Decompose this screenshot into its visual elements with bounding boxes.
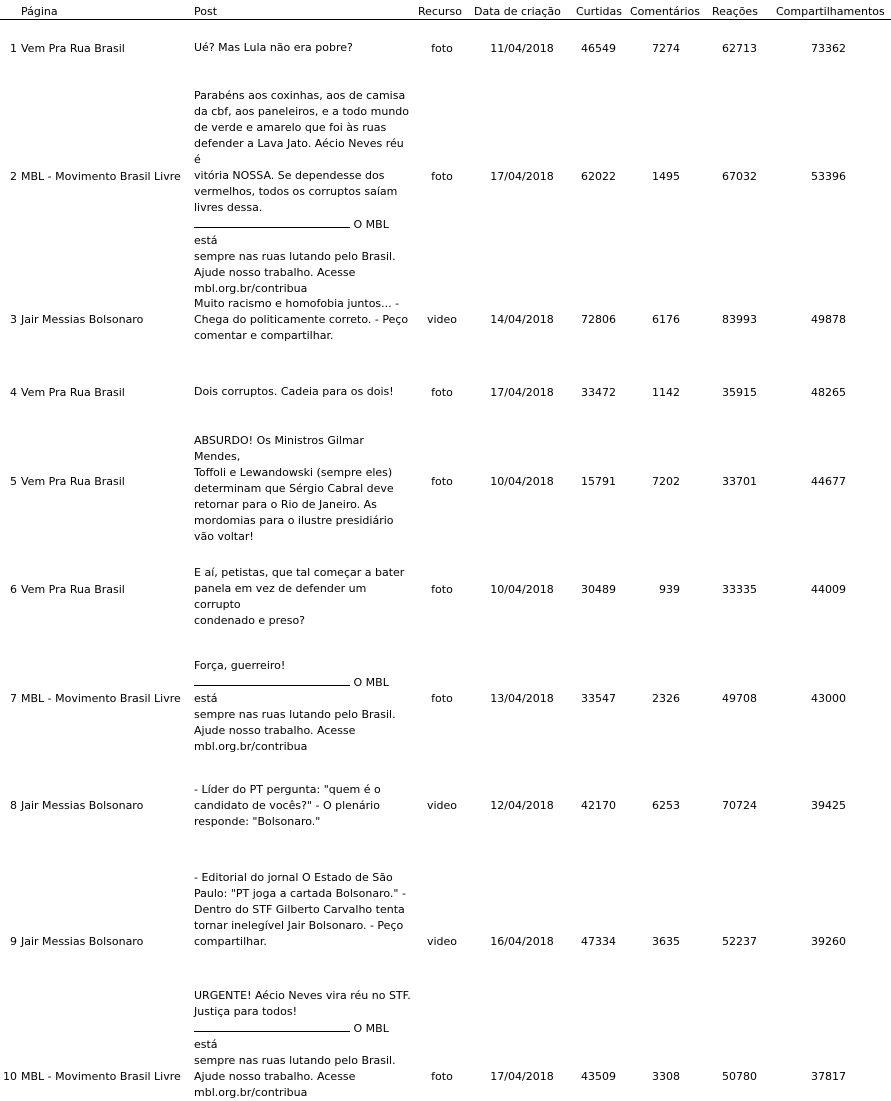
reactions-cell: 49708: [722, 692, 757, 705]
post-line-text: condenado e preso?: [194, 614, 306, 627]
row-index: 4: [10, 386, 17, 399]
date-cell: 17/04/2018: [490, 1070, 554, 1083]
row-index: 6: [10, 583, 17, 596]
resource-cell: foto: [431, 692, 453, 705]
likes-cell: 33547: [581, 692, 616, 705]
separator-underline: [194, 216, 350, 228]
page-name-cell: Jair Messias Bolsonaro: [21, 313, 144, 326]
post-line: [194, 465, 412, 481]
row-index: 3: [10, 313, 17, 326]
post-line-text: vitória NOSSA. Se dependesse dos: [194, 169, 385, 182]
post-line-text: Força, guerreiro!: [194, 659, 286, 672]
header-data: Data de criação: [474, 5, 561, 18]
post-line: [194, 296, 412, 312]
post-text-cell: [194, 296, 412, 344]
post-line: [194, 433, 412, 465]
post-line-text: mbl.org.br/contribua: [194, 1086, 308, 1099]
page-name-cell: Vem Pra Rua Brasil: [21, 583, 125, 596]
post-line: [194, 497, 412, 513]
post-line: [194, 88, 412, 104]
header-curtidas: Curtidas: [576, 5, 622, 18]
row-index: 10: [3, 1070, 17, 1083]
row-index: 2: [10, 170, 17, 183]
post-line: [194, 104, 412, 120]
post-line: [194, 40, 412, 56]
resource-cell: foto: [431, 386, 453, 399]
post-line: [194, 216, 412, 249]
likes-cell: 47334: [581, 935, 616, 948]
post-text-cell: [194, 88, 412, 297]
post-line-text: determinam que Sérgio Cabral deve: [194, 482, 394, 495]
resource-cell: video: [426, 799, 458, 812]
post-text-cell: [194, 870, 412, 950]
likes-cell: 42170: [581, 799, 616, 812]
post-line: [194, 328, 412, 344]
post-line: [194, 312, 412, 328]
post-line-text: mbl.org.br/contribua: [194, 740, 308, 753]
shares-cell: 49878: [811, 313, 846, 326]
post-line-text: O MBL está: [194, 1022, 389, 1051]
post-line: [194, 481, 412, 497]
resource-cell: foto: [431, 170, 453, 183]
resource-cell: foto: [431, 42, 453, 55]
row-index: 1: [10, 42, 17, 55]
header-comentarios: Comentários: [630, 5, 700, 18]
likes-cell: 30489: [581, 583, 616, 596]
post-line: [194, 739, 412, 755]
date-cell: 17/04/2018: [490, 170, 554, 183]
reactions-cell: 50780: [722, 1070, 757, 1083]
shares-cell: 44677: [811, 475, 846, 488]
post-line: [194, 184, 412, 200]
post-line-text: candidato de vocês?" - O plenário: [194, 799, 380, 812]
header-recurso: Recurso: [418, 5, 462, 18]
row-index: 7: [10, 692, 17, 705]
post-text-cell: [194, 782, 412, 830]
post-line: [194, 658, 412, 674]
shares-cell: 48265: [811, 386, 846, 399]
post-text-cell: [194, 40, 412, 56]
post-line-text: comentar e compartilhar.: [194, 329, 334, 342]
post-line-text: vermelhos, todos os corruptos saíam: [194, 185, 398, 198]
post-line: [194, 723, 412, 739]
post-line-text: vão voltar!: [194, 530, 254, 543]
header-post: Post: [194, 5, 218, 18]
comments-cell: 1142: [652, 386, 680, 399]
header-divider: [0, 19, 891, 20]
post-line: [194, 1069, 412, 1085]
post-line: [194, 674, 412, 707]
comments-cell: 1495: [652, 170, 680, 183]
post-line: [194, 1085, 412, 1101]
post-line: [194, 886, 412, 902]
post-line: [194, 249, 412, 265]
date-cell: 10/04/2018: [490, 583, 554, 596]
post-line: [194, 265, 412, 281]
page-name-cell: Vem Pra Rua Brasil: [21, 42, 125, 55]
page-name-cell: Vem Pra Rua Brasil: [21, 386, 125, 399]
post-line-text: Justiça para todos!: [194, 1005, 297, 1018]
post-line-text: Parabéns aos coxinhas, aos de camisa: [194, 89, 406, 102]
post-line: [194, 988, 412, 1004]
likes-cell: 43509: [581, 1070, 616, 1083]
post-line: [194, 529, 412, 545]
row-index: 8: [10, 799, 17, 812]
comments-cell: 939: [659, 583, 680, 596]
post-line: [194, 136, 412, 168]
post-line-text: sempre nas ruas lutando pelo Brasil.: [194, 1054, 396, 1067]
post-line-text: Dentro do STF Gilberto Carvalho tenta: [194, 903, 405, 916]
post-line: [194, 581, 412, 613]
post-line-text: O MBL está: [194, 218, 389, 247]
post-line-text: O MBL está: [194, 676, 389, 705]
post-line: [194, 384, 412, 400]
post-line: [194, 565, 412, 581]
resource-cell: video: [426, 935, 458, 948]
comments-cell: 7202: [652, 475, 680, 488]
post-line-text: mordomias para o ilustre presidiário: [194, 514, 394, 527]
post-line-text: defender a Lava Jato. Aécio Neves réu é: [194, 137, 404, 166]
post-line: [194, 613, 412, 629]
post-line: [194, 168, 412, 184]
page-name-cell: MBL - Movimento Brasil Livre: [21, 1070, 181, 1083]
post-line-text: Muito racismo e homofobia juntos... -: [194, 297, 400, 310]
post-line-text: Ué? Mas Lula não era pobre?: [194, 41, 353, 54]
post-line: [194, 782, 412, 798]
post-line: [194, 902, 412, 918]
comments-cell: 3308: [652, 1070, 680, 1083]
reactions-cell: 67032: [722, 170, 757, 183]
date-cell: 14/04/2018: [490, 313, 554, 326]
reactions-cell: 83993: [722, 313, 757, 326]
likes-cell: 15791: [581, 475, 616, 488]
post-line-text: Dois corruptos. Cadeia para os dois!: [194, 385, 394, 398]
post-line-text: URGENTE! Aécio Neves vira réu no STF.: [194, 989, 411, 1002]
shares-cell: 73362: [811, 42, 846, 55]
post-line: [194, 870, 412, 886]
likes-cell: 46549: [581, 42, 616, 55]
post-line: [194, 200, 412, 216]
reactions-cell: 33701: [722, 475, 757, 488]
likes-cell: 62022: [581, 170, 616, 183]
post-line-text: Ajude nosso trabalho. Acesse: [194, 266, 356, 279]
post-line-text: E aí, petistas, que tal começar a bater: [194, 566, 405, 579]
header-compartilhamentos: Compartilhamentos: [776, 5, 885, 18]
reactions-cell: 35915: [722, 386, 757, 399]
shares-cell: 43000: [811, 692, 846, 705]
comments-cell: 3635: [652, 935, 680, 948]
post-line-text: retornar para o Rio de Janeiro. As: [194, 498, 377, 511]
post-text-cell: [194, 988, 412, 1101]
post-line-text: de verde e amarelo que foi às ruas: [194, 121, 387, 134]
post-text-cell: [194, 658, 412, 755]
likes-cell: 72806: [581, 313, 616, 326]
post-line-text: Toffoli e Lewandowski (sempre eles): [194, 466, 393, 479]
date-cell: 17/04/2018: [490, 386, 554, 399]
page-name-cell: MBL - Movimento Brasil Livre: [21, 692, 181, 705]
post-line-text: livres dessa.: [194, 201, 263, 214]
comments-cell: 6176: [652, 313, 680, 326]
post-text-cell: [194, 384, 412, 400]
post-line: [194, 513, 412, 529]
date-cell: 16/04/2018: [490, 935, 554, 948]
resource-cell: foto: [431, 583, 453, 596]
separator-underline: [194, 674, 350, 686]
post-line-text: - Líder do PT pergunta: "quem é o: [194, 783, 381, 796]
post-line: [194, 281, 412, 297]
shares-cell: 39425: [811, 799, 846, 812]
post-line: [194, 918, 412, 934]
date-cell: 12/04/2018: [490, 799, 554, 812]
comments-cell: 7274: [652, 42, 680, 55]
post-line: [194, 1004, 412, 1020]
date-cell: 10/04/2018: [490, 475, 554, 488]
page-name-cell: Jair Messias Bolsonaro: [21, 935, 144, 948]
page-name-cell: MBL - Movimento Brasil Livre: [21, 170, 181, 183]
resource-cell: video: [426, 313, 458, 326]
post-line-text: - Editorial do jornal O Estado de São: [194, 871, 393, 884]
post-line-text: responde: "Bolsonaro.": [194, 815, 321, 828]
post-line: [194, 120, 412, 136]
reactions-cell: 33335: [722, 583, 757, 596]
post-line-text: tornar inelegível Jair Bolsonaro. - Peço: [194, 919, 404, 932]
comments-cell: 6253: [652, 799, 680, 812]
post-line: [194, 707, 412, 723]
post-text-cell: [194, 433, 412, 545]
shares-cell: 37817: [811, 1070, 846, 1083]
post-line-text: panela em vez de defender um corrupto: [194, 582, 367, 611]
shares-cell: 39260: [811, 935, 846, 948]
comments-cell: 2326: [652, 692, 680, 705]
post-line: [194, 1020, 412, 1053]
post-line: [194, 798, 412, 814]
post-line-text: sempre nas ruas lutando pelo Brasil.: [194, 250, 396, 263]
post-text-cell: [194, 565, 412, 629]
date-cell: 11/04/2018: [490, 42, 554, 55]
page-name-cell: Jair Messias Bolsonaro: [21, 799, 144, 812]
post-line-text: sempre nas ruas lutando pelo Brasil.: [194, 708, 396, 721]
shares-cell: 53396: [811, 170, 846, 183]
date-cell: 13/04/2018: [490, 692, 554, 705]
post-line-text: Chega do politicamente correto. - Peço: [194, 313, 409, 326]
header-pagina: Página: [21, 5, 58, 18]
reactions-cell: 70724: [722, 799, 757, 812]
post-line-text: da cbf, aos paneleiros, e a todo mundo: [194, 105, 410, 118]
post-line: [194, 934, 412, 950]
resource-cell: foto: [431, 475, 453, 488]
post-line-text: ABSURDO! Os Ministros Gilmar Mendes,: [194, 434, 364, 463]
post-line: [194, 1053, 412, 1069]
row-index: 5: [10, 475, 17, 488]
reactions-cell: 52237: [722, 935, 757, 948]
reactions-cell: 62713: [722, 42, 757, 55]
post-line-text: Ajude nosso trabalho. Acesse: [194, 1070, 356, 1083]
post-line: [194, 814, 412, 830]
separator-underline: [194, 1020, 350, 1032]
resource-cell: foto: [431, 1070, 453, 1083]
post-line-text: compartilhar.: [194, 935, 267, 948]
post-line-text: mbl.org.br/contribua: [194, 282, 308, 295]
post-line-text: Paulo: "PT joga a cartada Bolsonaro." -: [194, 887, 406, 900]
header-reacoes: Reações: [712, 5, 758, 18]
post-line-text: Ajude nosso trabalho. Acesse: [194, 724, 356, 737]
row-index: 9: [10, 935, 17, 948]
likes-cell: 33472: [581, 386, 616, 399]
shares-cell: 44009: [811, 583, 846, 596]
page-name-cell: Vem Pra Rua Brasil: [21, 475, 125, 488]
